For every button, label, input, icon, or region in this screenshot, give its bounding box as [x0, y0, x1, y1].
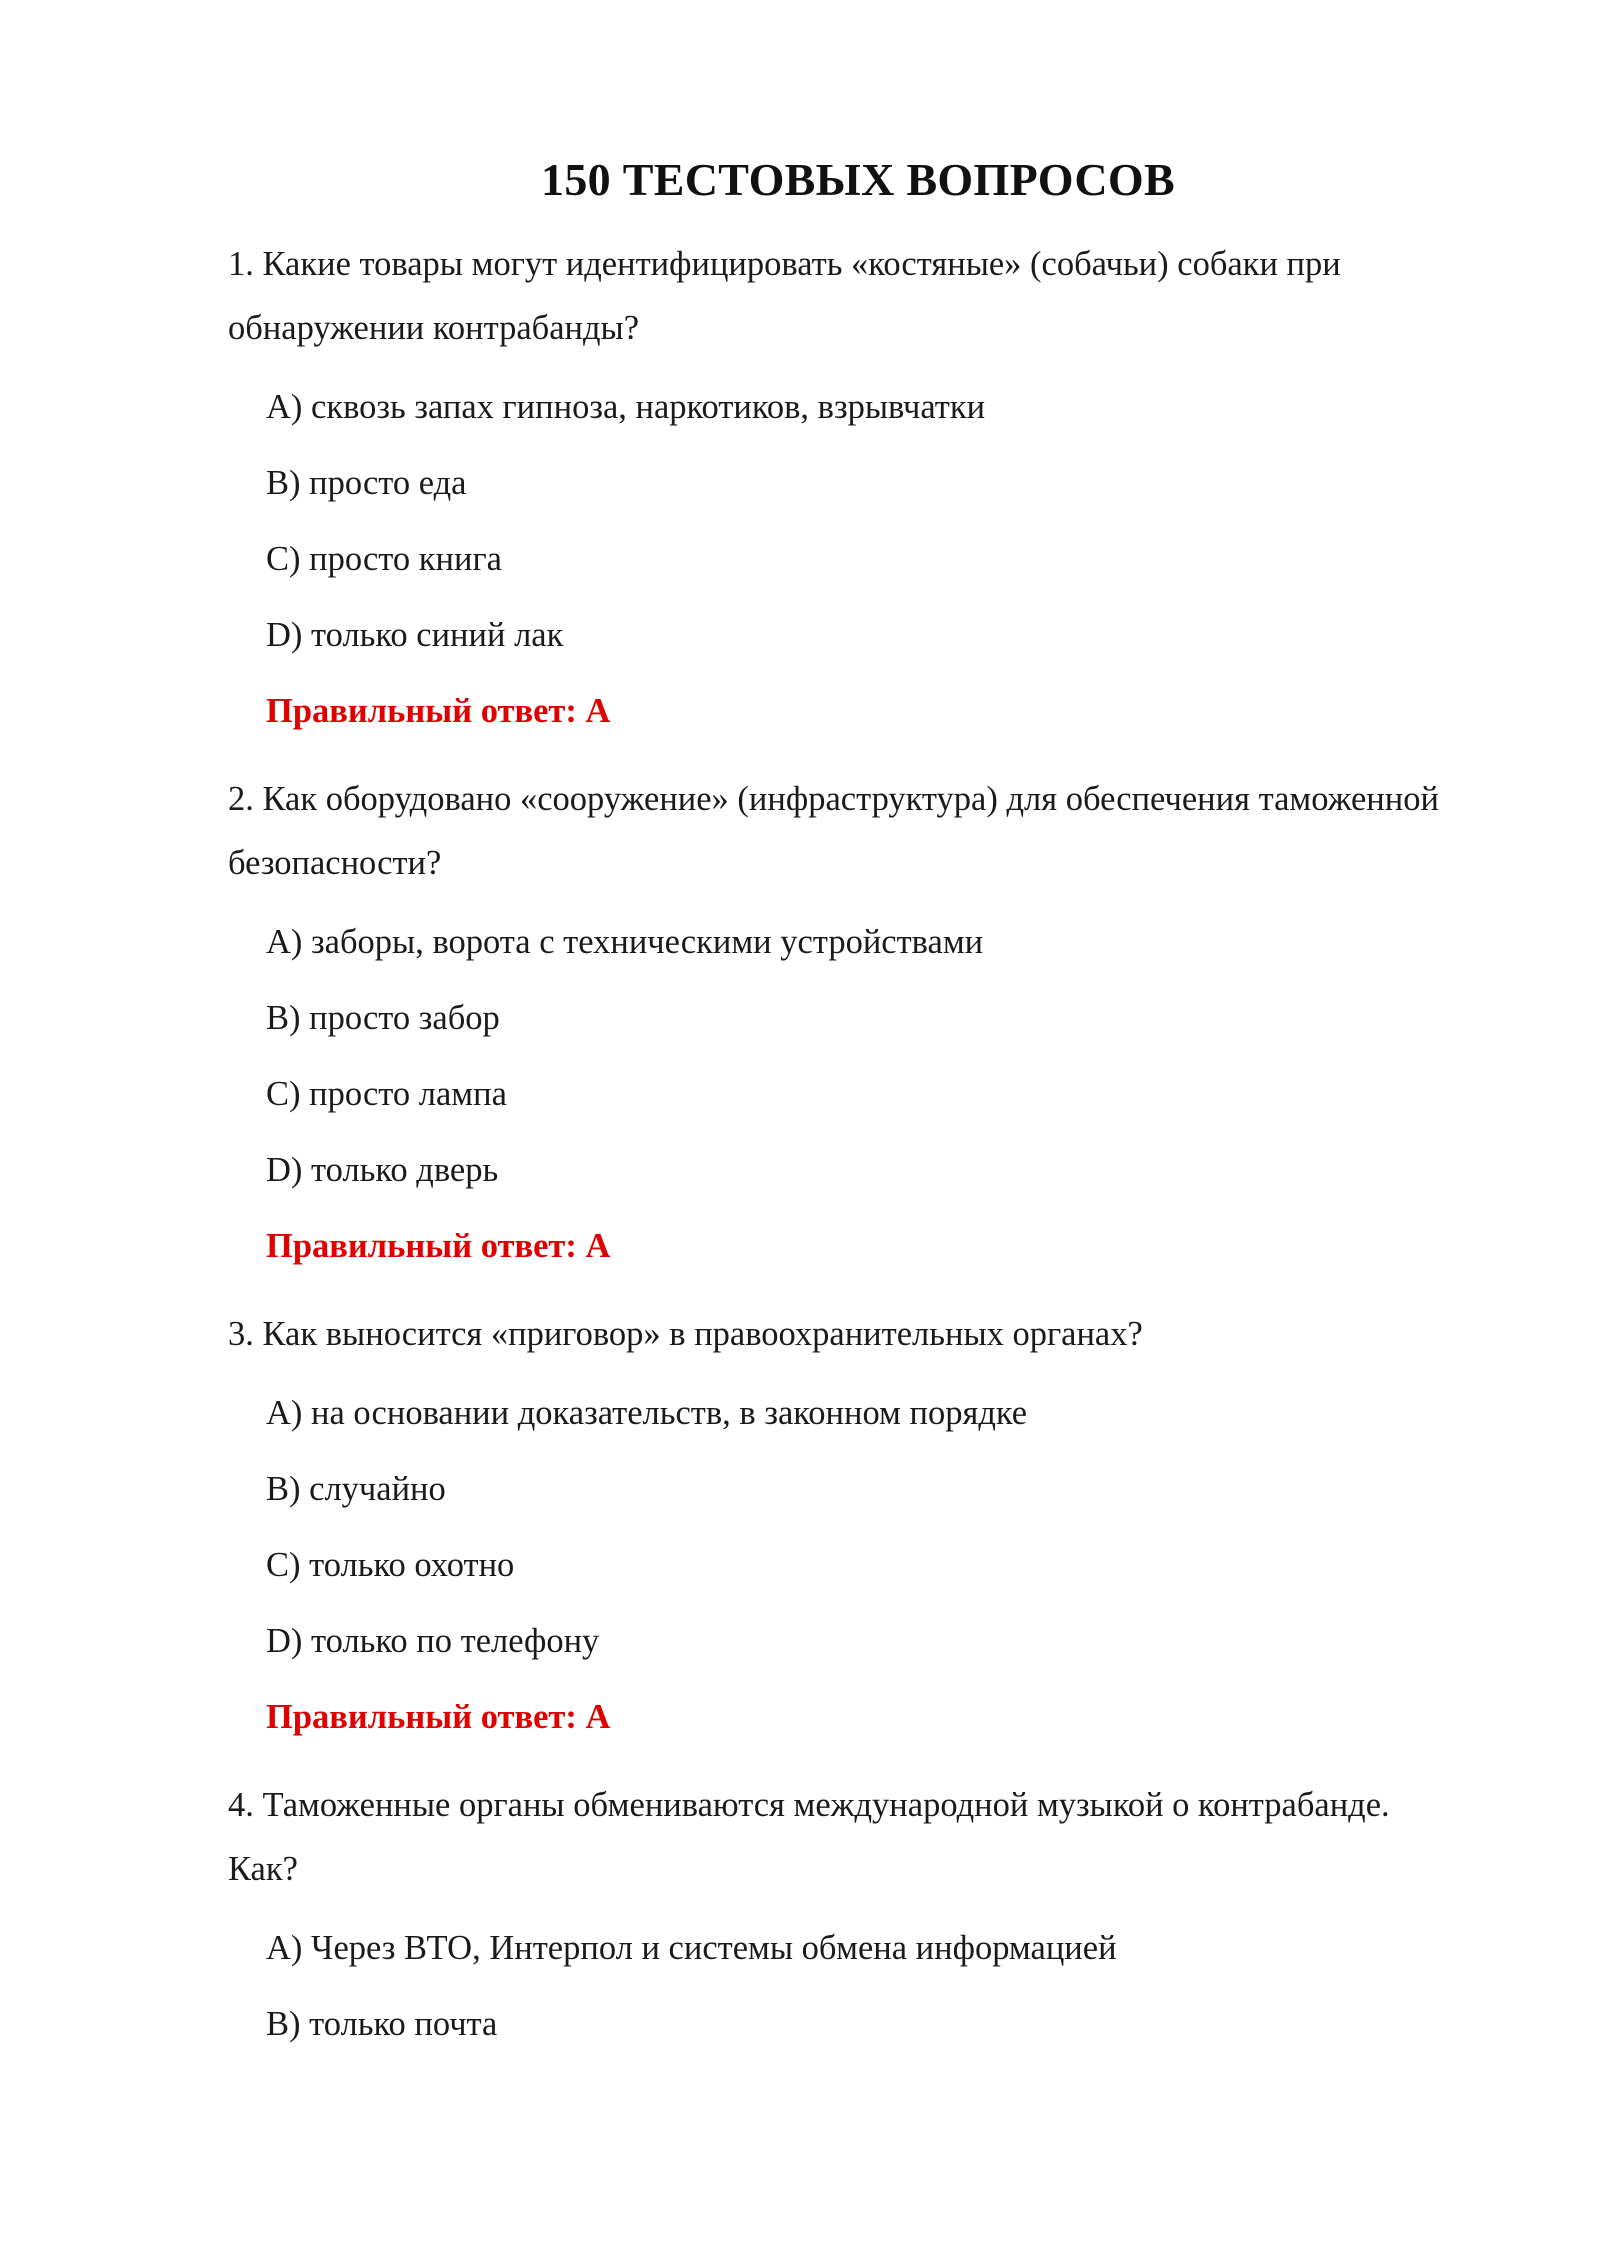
- question-3-option-d: D) только по телефону: [266, 1622, 600, 1660]
- question-3-option-a: A) на основании доказательств, в законном порядке: [266, 1394, 1028, 1432]
- question-2-answer: Правильный ответ: A: [266, 1227, 611, 1265]
- questions-list: [228, 232, 1468, 2080]
- question-1-option-d: D) только синий лак: [266, 616, 564, 654]
- question-2: 2. Как оборудовано «сооружение» (инфраструктура) для обеспечения таможенной безопасности?: [228, 780, 1439, 882]
- question-2-option-b: B) просто забор: [266, 999, 500, 1037]
- question-3: 3. Как выносится «приговор» в правоохранительных органах?: [228, 1315, 1143, 1353]
- question-1: 1. Какие товары могут идентифицировать «костяные» (собачьи) собаки при обнаружении контрабанды?: [228, 245, 1341, 347]
- question-3-option-c: C) только охотно: [266, 1546, 515, 1584]
- question-4: 4. Таможенные органы обмениваются международной музыкой о контрабанде. Как?: [228, 1786, 1390, 1888]
- question-1-option-a: A) сквозь запах гипноза, наркотиков, взрывчатки: [266, 388, 986, 426]
- question-2-option-d: D) только дверь: [266, 1151, 499, 1189]
- question-3-option-b: B) случайно: [266, 1470, 446, 1508]
- question-4-option-a: A) Через ВТО, Интерпол и системы обмена информацией: [266, 1929, 1117, 1967]
- question-2-option-a: A) заборы, ворота с техническими устройствами: [266, 923, 984, 961]
- question-1-option-b: B) просто еда: [266, 464, 467, 502]
- question-3-answer: Правильный ответ: A: [266, 1698, 611, 1736]
- document-title: 150 ТЕСТОВЫХ ВОПРОСОВ: [541, 154, 1175, 205]
- question-1-answer: Правильный ответ: A: [266, 692, 611, 730]
- question-2-option-c: C) просто лампа: [266, 1075, 507, 1113]
- question-1-option-c: C) просто книга: [266, 540, 502, 578]
- question-4-option-b: B) только почта: [266, 2005, 498, 2043]
